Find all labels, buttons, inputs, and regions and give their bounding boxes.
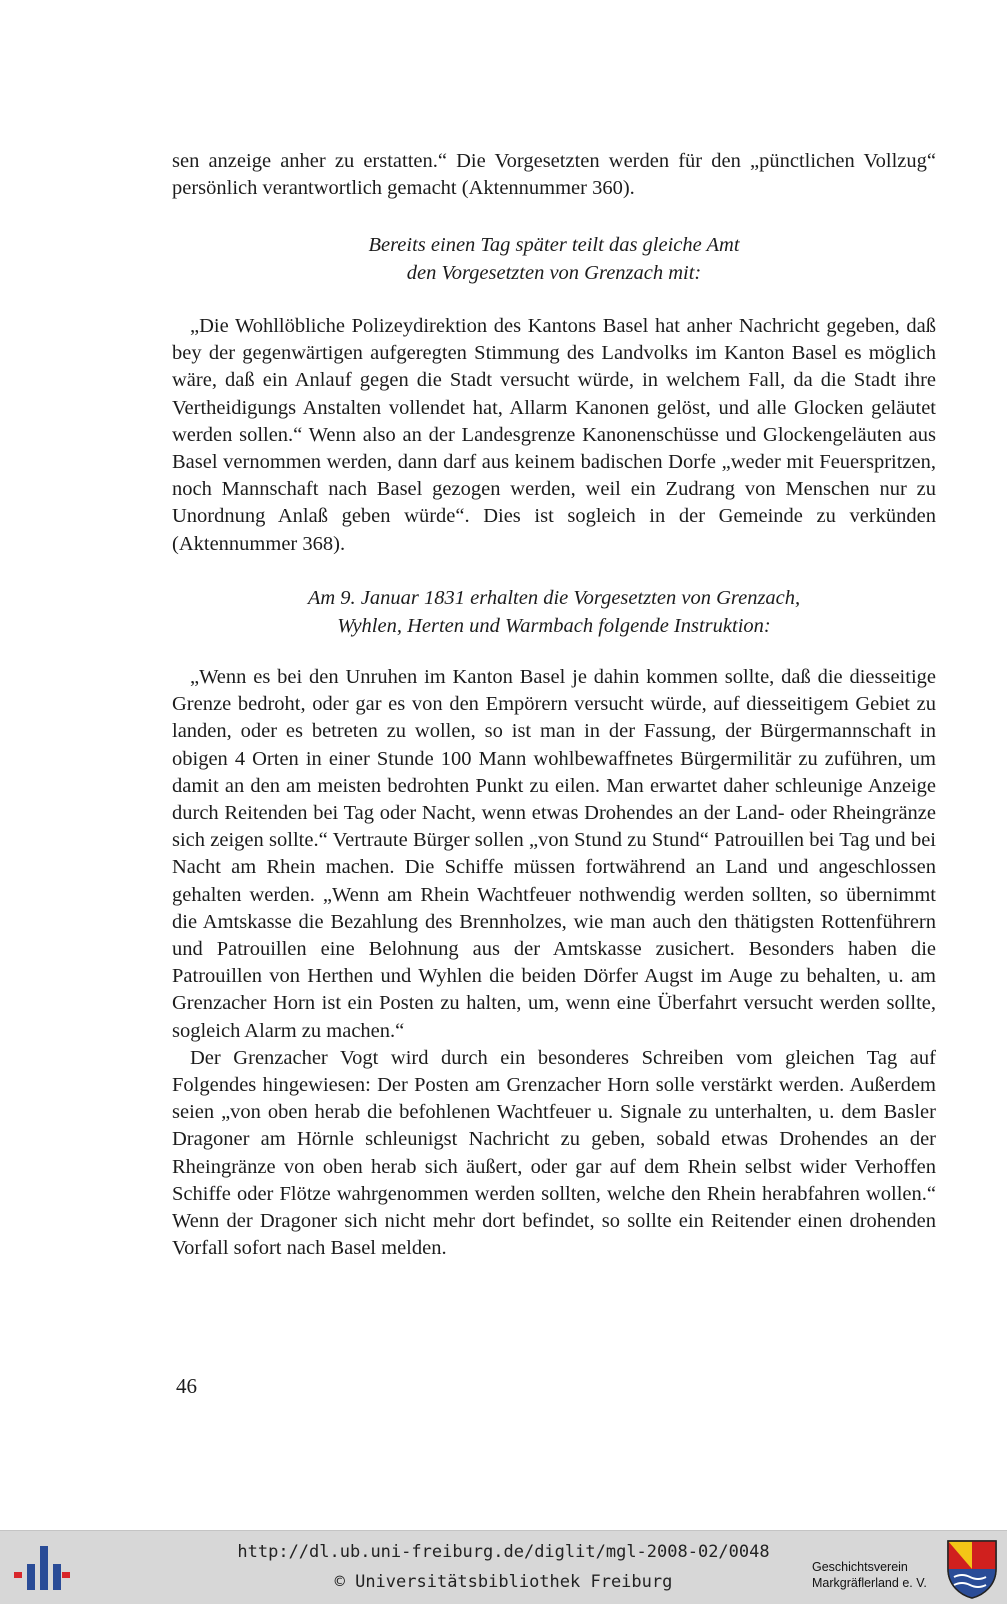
quote-1-text: „Die Wohllöbliche Polizeydirektion des Kantons Basel hat anher Nachricht gegeben, daß bey der gegenwärtigen aufgeregten Stimmung des Landvolks im Kanton Basel es möglich wäre, daß ein Anlauf gegen die Stadt versucht würde, in welchem Fall, da die Stadt ihre Vertheidigungs Anstalten vollendet hat, Allarm Kanonen gelöst, und alle Glocken geläutet werden sollen.“ Wenn also an der Landesgrenze Kanonenschüsse und Glockengeläuten aus Basel vernommen werden, dann darf aus keinem badischen Dorfe „weder mit Feuerspritzen, noch Mannschaft nach Basel gezogen werden, weil ein Zudrang von Menschen nur zu Unordnung Anlaß geben würde“. Dies ist sogleich in der Gemeinde zu verkünden (Aktennummer 368).	[172, 315, 936, 555]
footer-bar	[0, 1530, 1007, 1604]
footer-society-name	[812, 1559, 927, 1591]
heading-1-line-2: den Vorgesetzten von Grenzach mit:	[406, 262, 702, 284]
society-line-1: Geschichtsverein	[812, 1560, 908, 1574]
society-line-2: Markgräflerland e. V.	[812, 1576, 927, 1590]
quote-paragraph-1	[172, 313, 936, 558]
heading-2-line-1: Am 9. Januar 1831 erhalten die Vorgesetzten von Grenzach,	[307, 587, 801, 609]
footer-url-link[interactable]: http://dl.ub.uni-freiburg.de/diglit/mgl-2008-02/0048	[237, 1542, 770, 1562]
heading-1-line-1: Bereits einen Tag später teilt das gleiche Amt	[368, 234, 740, 256]
quote-2-text: „Wenn es bei den Unruhen im Kanton Basel je dahin kommen sollte, daß die diesseitige Grenze bedroht, oder gar es von den Empörern versucht würde, auf diesseitigem Gebiet zu landen, oder es betreten zu wollen, so ist man in der Fassung, der Bürgermannschaft in obigen 4 Orten in einer Stunde 100 Mann wohlbewaffnetes Bürgermilitär zu zuführen, um damit an den am meisten bedrohten Punkt zu eilen. Man erwartet daher schleunige Anzeige durch Reitenden bei Tag oder Nacht, wenn etwas Drohendes an der Land- oder Rheingränze sich zeigen sollte.“ Vertraute Bürger sollen „von Stund zu Stund“ Patrouillen bei Tag und bei Nacht am Rhein machen. Die Schiffe müssen fortwährend an Land und angeschlossen gehalten werden. „Wenn am Rhein Wachtfeuer nothwendig werden sollten, so übernimmt die Amtskasse die Bezahlung des Brennholzes, wie man auch den thätigsten Rottenführern und Patrouillen eine Belohnung aus der Amtskasse zusichert. Besonders haben die Patrouillen von Herthen und Wyhlen die beiden Dörfer Augst im Auge zu behalten, u. am Grenzacher Horn ist ein Posten zu halten, um, wenn eine Überfahrt versucht werden sollte, sogleich Alarm zu machen.“	[172, 666, 936, 1042]
quote-paragraph-2	[172, 664, 936, 1262]
footer-copyright: © Universitätsbibliothek Freiburg	[334, 1572, 673, 1592]
section-heading-2	[172, 584, 936, 640]
coat-of-arms-icon	[946, 1539, 998, 1599]
intro-paragraph	[172, 148, 936, 202]
paragraph-3-text: Der Grenzacher Vogt wird durch ein besonderes Schreiben vom gleichen Tag auf Folgendes hingewiesen: Der Posten am Grenzacher Horn solle verstärkt werden. Außerdem seien „von oben herab die befohlenen Wachtfeuer u. Signale zu unterhalten, u. dem Basler Dragoner am Hörnle schleunigst Nachricht zu geben, sobald etwas Drohendes an der Rheingränze von oben herab sich äußert, oder gar auf dem Rhein selbst wider Verhoffen Schiffe oder Flötze wahrgenommen werden sollten, welche den Rhein herabfahren wollen.“ Wenn der Dragoner sich nicht mehr dort befindet, so sollte ein Reitender einen drohenden Vorfall sofort nach Basel melden.	[172, 1046, 936, 1260]
section-heading-1	[172, 231, 936, 287]
page-number: 46	[176, 1374, 197, 1398]
heading-2-line-2: Wyhlen, Herten und Warmbach folgende Instruktion:	[337, 615, 771, 637]
intro-text: sen anzeige anher zu erstatten.“ Die Vorgesetzten werden für den „pünctlichen Vollzug“ persönlich verantwortlich gemacht (Aktennummer 360).	[172, 150, 936, 200]
